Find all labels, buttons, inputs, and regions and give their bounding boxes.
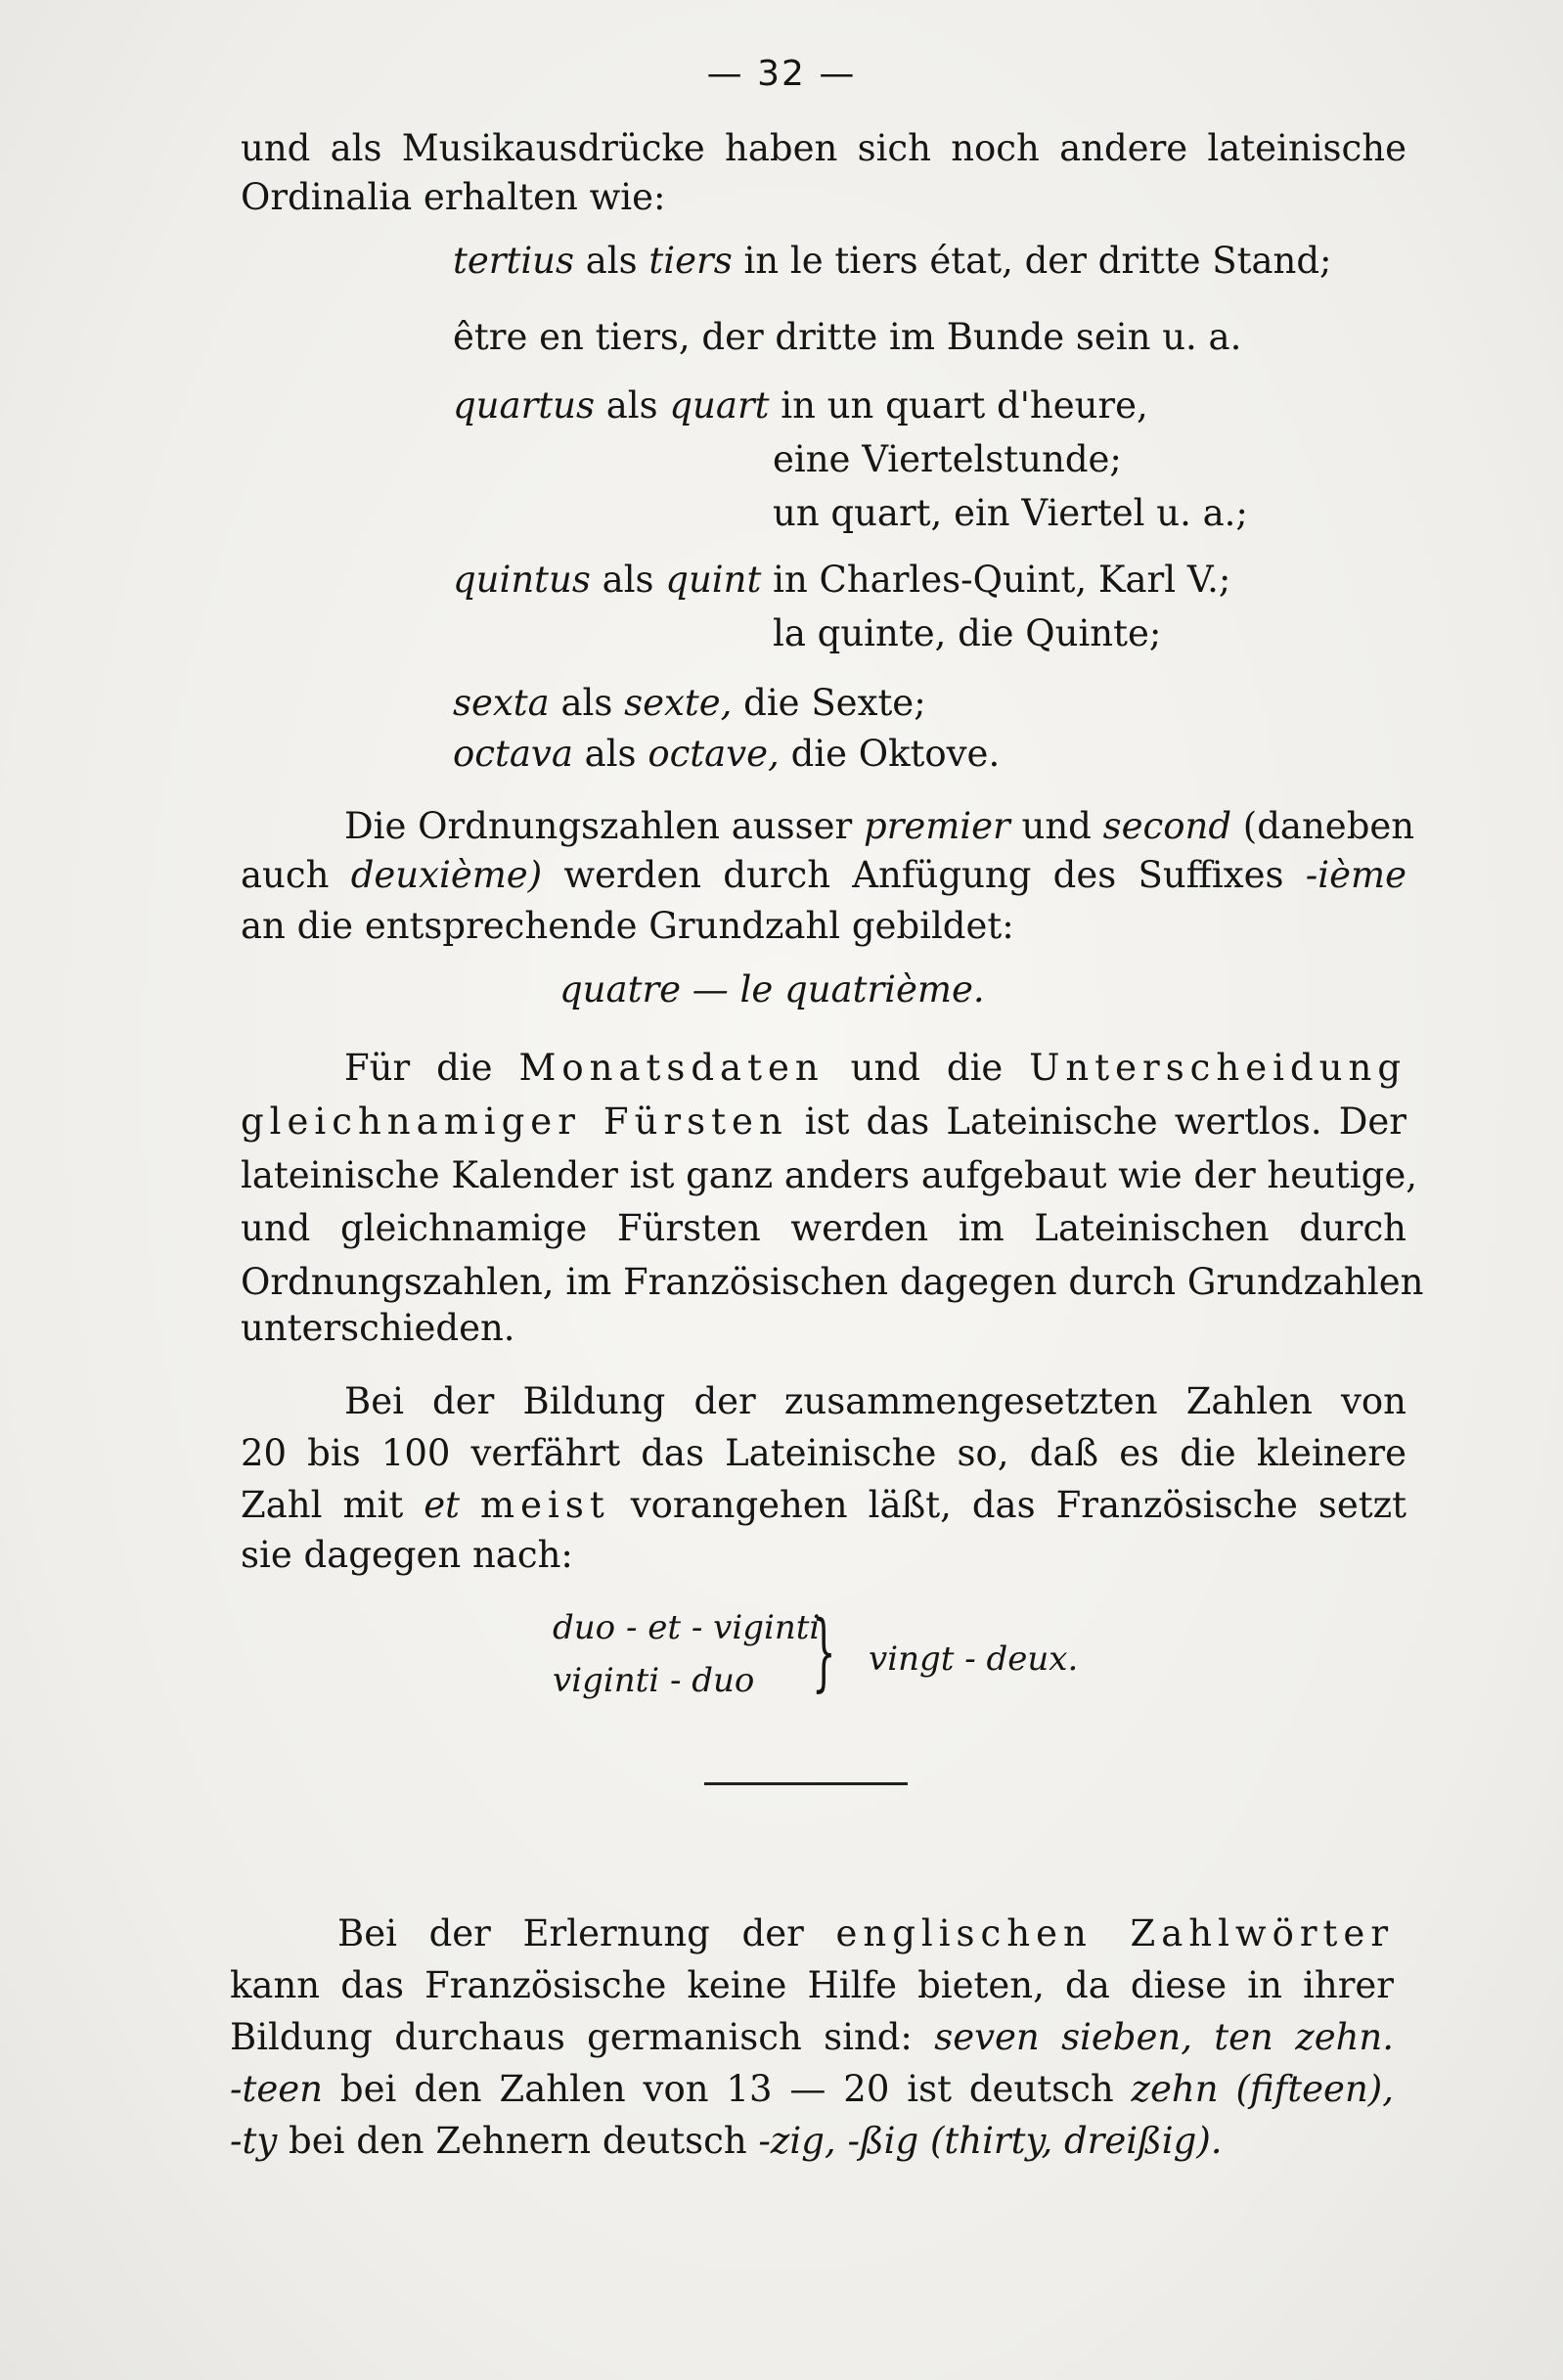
example-text: in le tiers état, der dritte Stand; bbox=[743, 240, 1332, 282]
text-span: ist das Lateinische wertlos. Der bbox=[804, 1100, 1407, 1143]
text-line: kann das Französische keine Hilfe bieten, da diese in ihrer bbox=[230, 1964, 1394, 2006]
latin-word: quintus bbox=[453, 559, 591, 601]
italic-word: zehn (fifteen), bbox=[1131, 2068, 1394, 2110]
text-span: auch bbox=[241, 854, 330, 896]
example-line: être en tiers, der dritte im Bunde sein u. a. bbox=[453, 316, 1242, 358]
italic-word: premier bbox=[863, 805, 1010, 847]
connector: als bbox=[602, 559, 654, 601]
text-line bbox=[230, 2068, 1394, 2111]
text-line bbox=[344, 1047, 1407, 1090]
text-span: Bildung durchaus germanisch sind: bbox=[230, 2016, 913, 2058]
example-tertius bbox=[453, 240, 1332, 283]
text-line: und gleichnamige Fürsten werden im Lateinischen durch bbox=[241, 1207, 1407, 1249]
text-line bbox=[230, 2120, 1394, 2163]
example-line: viginti - duo bbox=[553, 1661, 755, 1700]
text-span: vorangehen läßt, das Französische setzt bbox=[630, 1484, 1407, 1526]
example-text: in un quart d'heure, bbox=[781, 384, 1148, 427]
text-line bbox=[230, 2016, 1394, 2059]
example-octava bbox=[453, 733, 1000, 776]
spaced-word: Monatsdaten bbox=[518, 1047, 825, 1089]
example-line: quatre — le quatrième. bbox=[559, 968, 985, 1010]
spaced-word: englischen Zahlwörter bbox=[835, 1912, 1395, 1954]
french-word: octave, bbox=[648, 733, 780, 775]
text-span: Für die bbox=[344, 1047, 493, 1089]
text-span: und bbox=[1021, 805, 1092, 847]
text-line: Ordnungszahlen, im Französischen dagegen durch Grundzahlen bbox=[241, 1261, 1424, 1303]
text-line: 20 bis 100 verfährt das Lateinische so, daß es die kleinere bbox=[241, 1432, 1407, 1474]
example-line: la quinte, die Quinte; bbox=[773, 612, 1162, 654]
italic-word: -ième bbox=[1305, 854, 1407, 896]
french-word: tiers bbox=[648, 240, 733, 282]
text-span: Bei der Erlernung der bbox=[337, 1912, 804, 1954]
latin-word: tertius bbox=[453, 240, 574, 282]
connector: als bbox=[560, 682, 613, 724]
example-text: die Sexte; bbox=[743, 682, 926, 724]
text-line: an die entsprechende Grundzahl gebildet: bbox=[241, 905, 1014, 947]
latin-word: sexta bbox=[453, 682, 550, 724]
text-line: unterschieden. bbox=[241, 1307, 515, 1349]
text-span: (daneben bbox=[1242, 805, 1415, 847]
spaced-word: meist bbox=[480, 1484, 610, 1526]
example-line: duo - et - viginti bbox=[553, 1608, 821, 1647]
spaced-word: gleichnamiger Fürsten bbox=[241, 1100, 788, 1143]
text-span: bei den Zahlen von 13 — 20 ist deutsch bbox=[339, 2068, 1114, 2110]
connector: als bbox=[605, 384, 658, 427]
connector: als bbox=[585, 240, 638, 282]
text-line bbox=[344, 805, 1415, 848]
page-number: — 32 — bbox=[706, 54, 857, 94]
italic-word: second bbox=[1102, 805, 1232, 847]
text-line: Bei der Bildung der zusammengesetzten Zahlen von bbox=[344, 1380, 1407, 1422]
example-sexta bbox=[453, 682, 926, 725]
italic-word: -teen bbox=[230, 2068, 323, 2110]
latin-word: quartus bbox=[453, 384, 595, 427]
spaced-word: Unterscheidung bbox=[1029, 1047, 1407, 1089]
french-word: quint bbox=[665, 559, 762, 601]
example-line: un quart, ein Viertel u. a.; bbox=[773, 492, 1248, 534]
connector: als bbox=[584, 733, 637, 775]
divider bbox=[704, 1782, 908, 1785]
text-line: lateinische Kalender ist ganz anders aufgebaut wie der heutige, bbox=[241, 1154, 1417, 1196]
italic-word: deuxième) bbox=[350, 854, 543, 896]
text-line bbox=[241, 1100, 1407, 1144]
text-line bbox=[241, 1484, 1407, 1527]
text-line: Ordinalia erhalten wie: bbox=[241, 176, 666, 218]
example-line: eine Viertelstunde; bbox=[773, 438, 1122, 480]
curly-brace: } bbox=[812, 1603, 836, 1701]
text-line bbox=[241, 854, 1407, 897]
italic-word: seven sieben, ten zehn. bbox=[934, 2016, 1395, 2058]
text-span: werden durch Anfügung des Suffixes bbox=[563, 854, 1284, 896]
text-line: sie dagegen nach: bbox=[241, 1534, 573, 1576]
text-span: Zahl mit bbox=[241, 1484, 404, 1526]
example-line: vingt - deux. bbox=[869, 1639, 1079, 1679]
text-span: bei den Zehnern deutsch bbox=[289, 2120, 747, 2162]
italic-word: et bbox=[424, 1484, 461, 1526]
text-span: und die bbox=[850, 1047, 1004, 1089]
latin-word: octava bbox=[453, 733, 573, 775]
italic-word: -ty bbox=[230, 2120, 278, 2162]
french-word: quart bbox=[669, 384, 770, 427]
example-quartus bbox=[453, 384, 1148, 427]
example-text: die Oktove. bbox=[790, 733, 1001, 775]
italic-word: -zig, -ßig (thirty, dreißig). bbox=[758, 2120, 1223, 2162]
text-line bbox=[337, 1912, 1394, 1955]
example-text: in Charles-Quint, Karl V.; bbox=[773, 559, 1231, 601]
french-word: sexte, bbox=[624, 682, 733, 724]
example-quintus bbox=[453, 559, 1230, 602]
text-line: und als Musikausdrücke haben sich noch andere lateinische bbox=[241, 127, 1407, 169]
text-span: Die Ordnungszahlen ausser bbox=[344, 805, 853, 847]
